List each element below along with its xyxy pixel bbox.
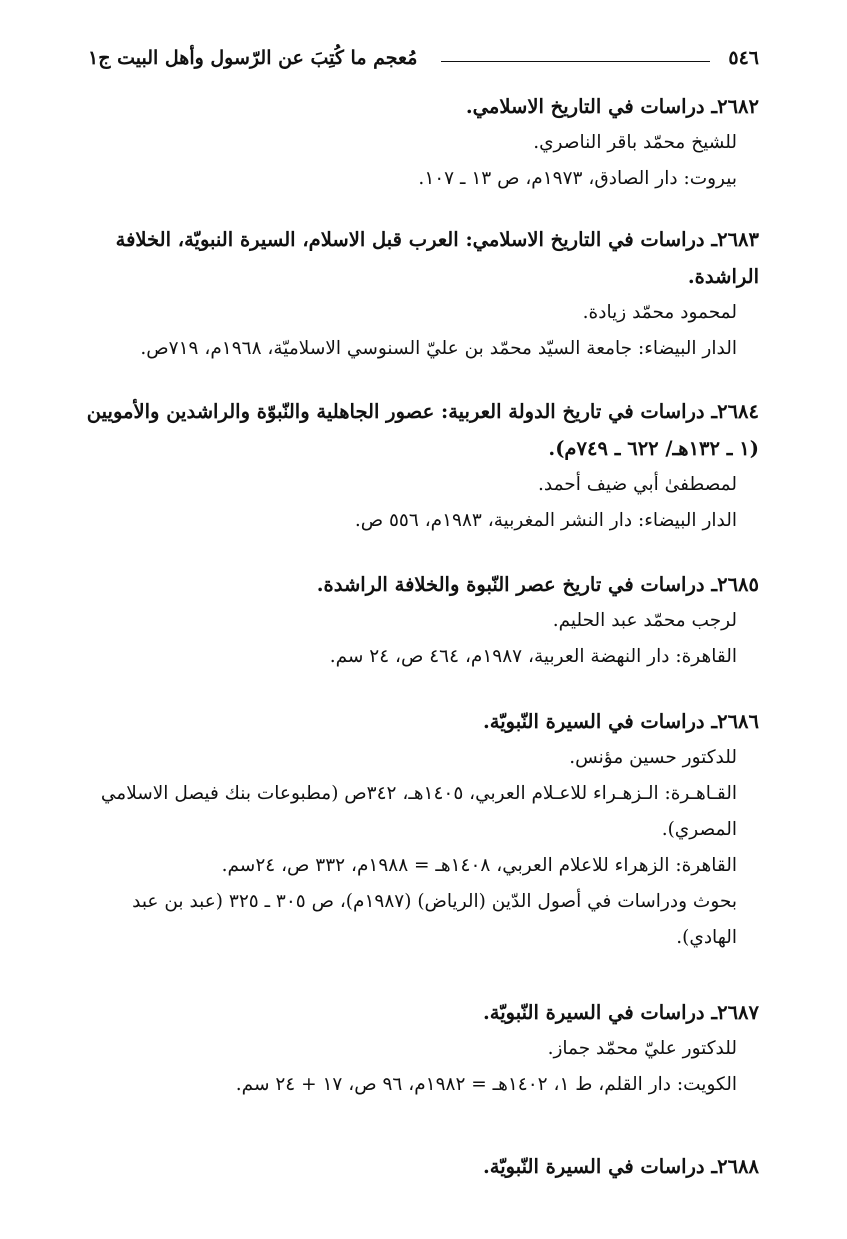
entry-publication: بيروت: دار الصادق، ١٩٧٣م، ص ١٣ ـ ١٠٧. — [418, 168, 737, 189]
entry-publication: الدار البيضاء: دار النشر المغربية، ١٩٨٣م، ٥٥٦ ص. — [354, 510, 737, 531]
entry-title: ٢٦٨٤ـ دراسات في تاريخ الدولة العربية: عصور الجاهلية والنّبوّة والراشدين والأمويين (١ ـ ١٣٢هـ/ ٦٢٢ ـ ٧٤٩م). — [86, 400, 759, 460]
entry-author: للشيخ محمّد باقر الناصري. — [533, 132, 737, 153]
entry-title: ٢٦٨٦ـ دراسات في السيرة النّبويّة. — [483, 710, 759, 733]
entry-author: لرجب محمّد عبد الحليم. — [552, 610, 737, 631]
running-title: مُعجم ما كُتِبَ عن الرّسول وأهل البيت ج١ — [88, 47, 418, 69]
entry-title: ٢٦٨٨ـ دراسات في السيرة النّبويّة. — [483, 1155, 759, 1178]
page-header — [88, 36, 759, 80]
bibliography-entry — [82, 221, 759, 367]
entry-publication: الدار البيضاء: جامعة السيّد محمّد بن عليّ السنوسي الاسلاميّة، ١٩٦٨م، ٧١٩ص. — [140, 338, 737, 359]
entry-publication-second: القاهرة: الزهراء للاعلام العربي، ١٤٠٨هـ = ١٩٨٨م، ٣٣٢ ص، ٢٤سم. — [221, 855, 737, 876]
entry-publication: الكويت: دار القلم، ط ١، ١٤٠٢هـ = ١٩٨٢م، ٩٦ ص، ١٧ + ٢٤ سم. — [235, 1074, 737, 1095]
entry-publication: القـاهـرة: الـزهـراء للاعـلام العربي، ١٤٠٥هـ، ٣٤٢ص (مطبوعات بنك فيصل الاسلامي المصري). — [100, 783, 737, 840]
entry-title: ٢٦٨٣ـ دراسات في التاريخ الاسلامي: العرب قبل الاسلام، السيرة النبويّة، الخلافة الراشدة. — [115, 228, 759, 288]
entry-author: للدكتور حسين مؤنس. — [569, 747, 737, 768]
entry-author: لمحمود محمّد زيادة. — [582, 302, 737, 323]
page-number: ٥٤٦ — [728, 47, 759, 69]
bibliography-entry — [82, 703, 759, 956]
entry-publication-third: بحوث ودراسات في أصول الدّين (الرياض) (١٩٨٧م)، ص ٣٠٥ ـ ٣٢٥ (عبد بن عبد الهادي). — [132, 891, 737, 948]
bibliography-entry — [82, 1148, 759, 1185]
bibliography-entry — [82, 88, 759, 197]
entry-title: ٢٦٨٥ـ دراسات في تاريخ عصر النّبوة والخلافة الراشدة. — [316, 573, 759, 596]
header-rule — [441, 61, 710, 62]
entry-title: ٢٦٨٧ـ دراسات في السيرة النّبويّة. — [483, 1001, 759, 1024]
bibliography-entry — [82, 994, 759, 1103]
entry-author: للدكتور عليّ محمّد جماز. — [547, 1038, 737, 1059]
entry-author: لمصطفىٰ أبي ضيف أحمد. — [538, 474, 737, 495]
entry-title: ٢٦٨٢ـ دراسات في التاريخ الاسلامي. — [465, 95, 759, 118]
entry-publication: القاهرة: دار النهضة العربية، ١٩٨٧م، ٤٦٤ ص، ٢٤ سم. — [329, 646, 737, 667]
bibliography-entry — [82, 393, 759, 539]
bibliography-entry — [82, 566, 759, 675]
